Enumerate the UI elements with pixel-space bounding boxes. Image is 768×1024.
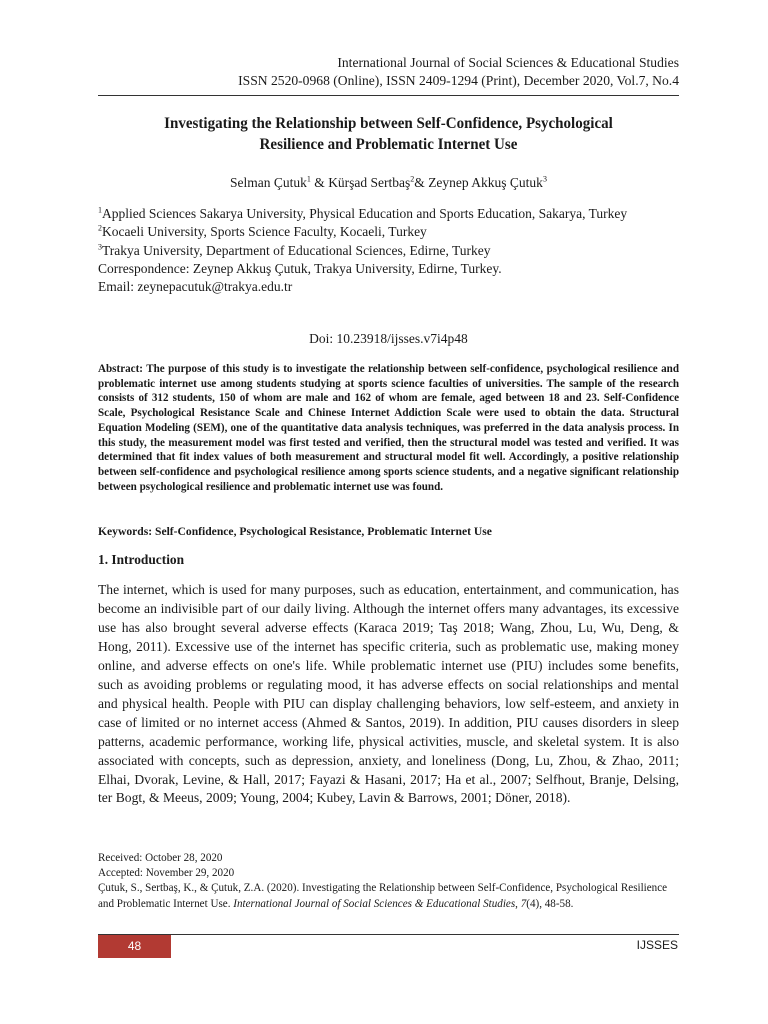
header-divider xyxy=(98,95,679,96)
citation-separator: , xyxy=(515,897,521,910)
correspondence: Correspondence: Zeynep Akkuş Çutuk, Trakya University, Edirne, Turkey. xyxy=(98,260,502,276)
journal-abbreviation: IJSSES xyxy=(636,938,678,952)
author-separator: & xyxy=(310,175,329,190)
introduction-paragraph: The internet, which is used for many purposes, such as education, entertainment, and communication, has become an indivisible part of our daily living. Although the internet offers many advantages, its excessive use has also brought several adverse effects (Karaca 2019; Taş 2018; Wang, Zhou, Lu, Wu, Deng, & Hong, 2011). Excessive use of the internet has specific criteria, such as problematic use, making money online, and adverse effects on one's life. While problematic internet use (PIU) includes some benefits, such as avoiding problems or regulating mood, it has adverse effects on social relationships and mental and physical health. People with PIU can display challenging behaviors, low self-esteem, and anxiety in case of limited or no internet access (Ahmed & Santos, 2019). In addition, PIU causes disorders in sleep patterns, academic performance, working life, physical activities, muscle, and skeletal system. It is also associated with concepts, such as depression, anxiety, and loneliness (Dong, Lu, Zhou, & Zhao, 2011; Elhai, Dvorak, Levine, & Hall, 2017; Fayazi & Hasani, 2017; Ha et al., 2007; Selfhout, Branje, Delsing, ter Bogt, & Meeus, 2009; Young, 2004; Kubey, Lavin & Barrows, 2001; Döner, 2018). xyxy=(98,582,679,806)
footer-divider xyxy=(98,934,679,935)
journal-issn: ISSN 2520-0968 (Online), ISSN 2409-1294 (Print), December 2020, Vol.7, No.4 xyxy=(238,73,679,88)
affiliation-1 xyxy=(98,205,679,223)
affiliation-3 xyxy=(98,242,679,260)
affiliation-marker: 1 xyxy=(98,205,102,215)
paper-title-line-1: Investigating the Relationship between Self-Confidence, Psychological xyxy=(164,115,613,132)
affiliation-text: Kocaeli University, Sports Science Faculty, Kocaeli, Turkey xyxy=(102,224,427,240)
affiliation-text: Applied Sciences Sakarya University, Physical Education and Sports Education, Sakarya, Turkey xyxy=(102,206,628,221)
author-list xyxy=(98,175,679,191)
paper-title xyxy=(115,113,661,155)
author-affil-marker: 3 xyxy=(542,174,547,184)
journal-header xyxy=(238,54,679,90)
affiliation-marker: 3 xyxy=(98,242,102,252)
page-number: 48 xyxy=(98,935,171,958)
affiliations xyxy=(98,205,679,296)
affiliation-2 xyxy=(98,223,679,241)
affiliation-text: Trakya University, Department of Educational Sciences, Edirne, Turkey xyxy=(102,242,491,258)
citation-issue-pages: (4), 48-58. xyxy=(526,897,574,910)
citation-volume: 7 xyxy=(520,897,527,910)
abstract: Abstract: The purpose of this study is to investigate the relationship between self-confidence, psychological resilience and problematic internet use among students studying at sports science faculties of universities. The sample of the research consists of 312 students, 150 of whom are male and 162 of whom are female, aged between 18 and 23. Self-Confidence Scale, Psychological Resistance Scale and Chinese Internet Addiction Scale were used to obtain the data. Structural Equation Modeling (SEM), one of the quantitative data analysis techniques, was preferred in the data analysis process. In this study, the measurement model was first tested and verified, then the structural model was tested and verified. It was determined that fit index values of both measurement and structural model fit well. Accordingly, a positive relationship between self-confidence and psychological resilience among sports science students, and a negative significant relationship between psychological resilience and problematic internet use was found. xyxy=(98,363,679,493)
author-separator: & xyxy=(414,175,429,190)
citation xyxy=(98,881,679,911)
citation-journal: International Journal of Social Sciences & Educational Studies xyxy=(233,897,516,910)
citation-authors-title: Çutuk, S., Sertbaş, K., & Çutuk, Z.A. (2020). Investigating the Relationship between Self-Confidence, Psychological Resilience and Problematic Internet Use. xyxy=(98,882,668,910)
author-affil-marker: 2 xyxy=(410,174,415,184)
email: Email: zeynepacutuk@trakya.edu.tr xyxy=(98,279,293,295)
section-heading-introduction: 1. Introduction xyxy=(98,552,185,567)
author-affil-marker: 1 xyxy=(306,174,311,184)
journal-name: International Journal of Social Sciences & Educational Studies xyxy=(337,55,679,70)
paper-title-line-2: Resilience and Problematic Internet Use xyxy=(259,136,518,153)
author-name: Kürşad Sertbaş xyxy=(328,175,411,190)
accepted-date: Accepted: November 29, 2020 xyxy=(98,867,235,880)
author-name: Selman Çutuk xyxy=(230,175,307,190)
received-date: Received: October 28, 2020 xyxy=(98,852,223,864)
footnotes xyxy=(98,851,679,912)
author-name: Zeynep Akkuş Çutuk xyxy=(428,175,543,190)
affiliation-marker: 2 xyxy=(98,223,102,233)
doi: Doi: 10.23918/ijsses.v7i4p48 xyxy=(309,331,468,346)
keywords: Keywords: Self-Confidence, Psychological Resistance, Problematic Internet Use xyxy=(98,525,492,538)
